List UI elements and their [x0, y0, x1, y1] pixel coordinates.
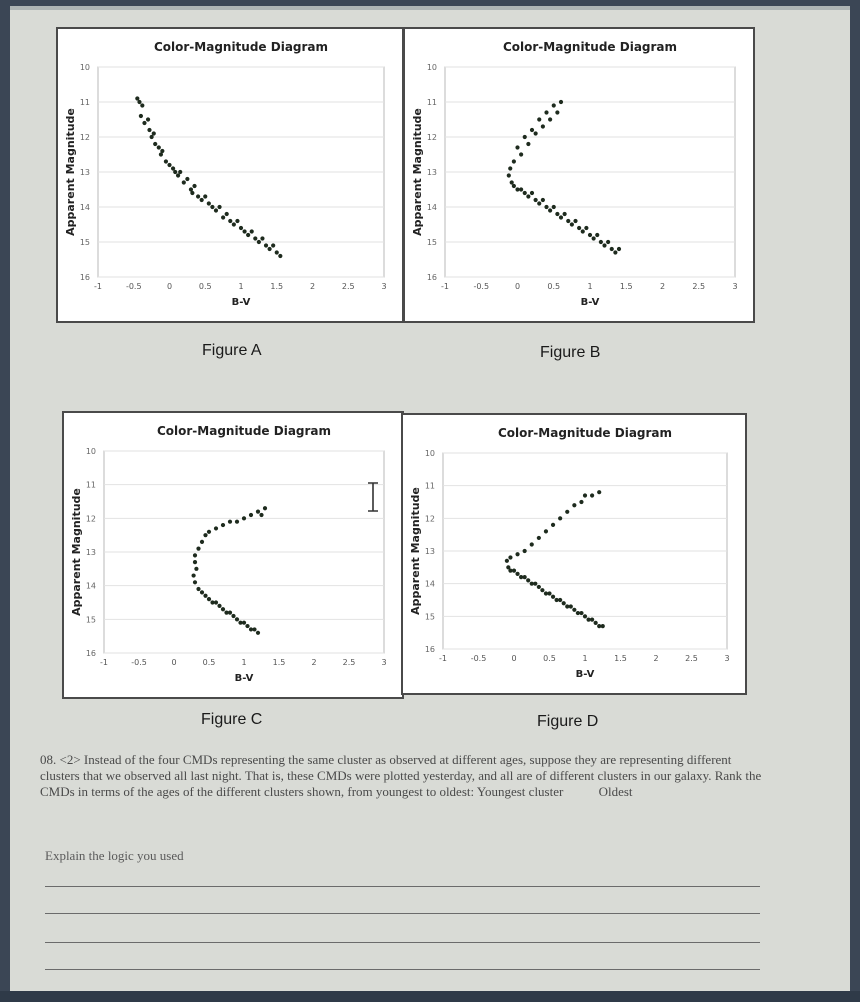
data-point	[176, 173, 180, 177]
data-point	[242, 229, 246, 233]
data-point	[135, 96, 139, 100]
x-tick-label: 1.5	[272, 658, 286, 667]
data-point	[540, 588, 544, 592]
y-tick-label: 12	[79, 133, 90, 142]
data-point	[547, 591, 551, 595]
y-tick-label: 16	[79, 273, 90, 282]
x-axis-label: B-V	[580, 297, 600, 308]
y-tick-label: 15	[424, 612, 435, 622]
screen-bottom-edge	[0, 991, 860, 1002]
x-tick-label: 0.5	[198, 282, 212, 291]
data-point	[214, 208, 218, 212]
data-point	[512, 569, 516, 573]
data-point	[235, 219, 239, 223]
x-tick-label: 2	[653, 654, 659, 663]
data-point	[526, 194, 530, 198]
data-point	[214, 600, 218, 604]
data-point	[559, 215, 563, 219]
data-point	[526, 142, 530, 146]
data-point	[579, 500, 583, 504]
data-point	[602, 243, 606, 247]
data-point	[530, 542, 534, 546]
y-axis-label: Apparent Magnitude	[64, 108, 77, 236]
y-tick-label: 15	[85, 615, 96, 625]
oldest-label: Oldest	[598, 784, 633, 799]
data-point	[508, 166, 512, 170]
y-tick-label: 16	[424, 645, 435, 654]
data-point	[250, 229, 254, 233]
data-point	[572, 503, 576, 507]
answer-line-2[interactable]	[45, 913, 760, 914]
figure-a-chart	[58, 29, 402, 321]
y-tick-label: 11	[424, 481, 435, 491]
data-point	[548, 117, 552, 121]
y-tick-label: 12	[424, 514, 435, 524]
data-point	[257, 240, 261, 244]
data-point	[559, 100, 563, 104]
x-tick-label: -0.5	[473, 282, 490, 291]
data-point	[200, 198, 204, 202]
data-point	[245, 624, 249, 628]
data-point	[512, 184, 516, 188]
data-point	[207, 530, 211, 534]
data-point	[139, 114, 143, 118]
x-tick-label: -0.5	[131, 658, 147, 667]
data-point	[228, 219, 232, 223]
data-point	[610, 247, 614, 251]
data-point	[507, 173, 511, 177]
data-point	[597, 490, 601, 494]
y-tick-label: 11	[79, 98, 90, 107]
data-point	[599, 240, 603, 244]
answer-line-1[interactable]	[45, 886, 760, 887]
data-point	[552, 103, 556, 107]
data-point	[555, 212, 559, 216]
chart-title: Color-Magnitude Diagram	[502, 40, 678, 54]
data-point	[249, 513, 253, 517]
data-point	[192, 184, 196, 188]
x-tick-label: -0.5	[125, 282, 142, 291]
data-point	[544, 205, 548, 209]
data-point	[584, 226, 588, 230]
figure-c-panel	[62, 411, 404, 699]
data-point	[519, 152, 523, 156]
data-point	[152, 131, 156, 135]
data-point	[594, 621, 598, 625]
data-point	[171, 166, 175, 170]
data-point	[275, 250, 279, 254]
x-tick-label: 1.5	[614, 654, 627, 663]
data-point	[617, 247, 621, 251]
x-tick-label: 3	[381, 282, 387, 291]
text-cursor-icon	[366, 482, 380, 512]
data-point	[562, 601, 566, 605]
data-point	[573, 219, 577, 223]
data-point	[523, 575, 527, 579]
data-point	[577, 226, 581, 230]
data-point	[526, 578, 530, 582]
data-point	[232, 222, 236, 226]
y-tick-label: 16	[426, 273, 437, 282]
data-point	[515, 187, 519, 191]
x-tick-label: -1	[439, 654, 447, 663]
figure-c-chart	[64, 413, 402, 697]
data-point	[606, 240, 610, 244]
x-tick-label: 0	[166, 282, 173, 291]
x-tick-label: 0	[511, 654, 517, 663]
data-point	[534, 198, 538, 202]
data-point	[590, 618, 594, 622]
data-point	[193, 580, 197, 584]
data-point	[231, 614, 235, 618]
x-tick-label: 1	[582, 654, 588, 663]
y-axis-label: Apparent Magnitude	[70, 488, 83, 616]
data-point	[505, 559, 509, 563]
x-tick-label: 3	[724, 654, 730, 663]
x-tick-label: 2	[309, 282, 316, 291]
data-point	[210, 205, 214, 209]
x-tick-label: -1	[441, 282, 449, 291]
y-tick-label: 10	[426, 63, 437, 72]
data-point	[217, 205, 221, 209]
data-point	[221, 523, 225, 527]
x-tick-label: 0.5	[543, 654, 556, 663]
y-tick-label: 13	[85, 548, 96, 557]
data-point	[268, 247, 272, 251]
y-tick-label: 13	[79, 168, 90, 177]
y-tick-label: 14	[424, 579, 435, 589]
y-tick-label: 13	[426, 168, 437, 177]
data-point	[548, 208, 552, 212]
figure-b-chart	[405, 29, 753, 321]
data-point	[167, 163, 171, 167]
data-point	[537, 536, 541, 540]
youngest-label: Youngest cluster	[476, 784, 564, 799]
data-point	[221, 215, 225, 219]
y-tick-label: 10	[424, 449, 435, 458]
data-point	[252, 627, 256, 631]
figure-d-caption: Figure D	[537, 713, 599, 730]
data-point	[239, 226, 243, 230]
data-point	[182, 180, 186, 184]
data-point	[537, 585, 541, 589]
answer-line-3[interactable]	[45, 942, 760, 943]
data-point	[228, 520, 232, 524]
x-tick-label: 2.5	[692, 282, 706, 291]
data-point	[555, 110, 559, 114]
data-point	[200, 590, 204, 594]
data-point	[541, 124, 545, 128]
data-point	[278, 254, 282, 258]
question-block	[40, 752, 770, 800]
x-tick-label: 1.5	[270, 282, 284, 291]
y-tick-label: 12	[426, 133, 437, 142]
x-tick-label: 1.5	[619, 282, 633, 291]
data-point	[523, 135, 527, 139]
data-point	[515, 145, 519, 149]
y-tick-label: 10	[85, 447, 96, 456]
x-tick-label: 2.5	[342, 658, 356, 667]
data-point	[579, 611, 583, 615]
x-tick-label: 1	[241, 658, 247, 667]
data-point	[235, 520, 239, 524]
y-tick-label: 11	[85, 480, 96, 490]
data-point	[193, 553, 197, 557]
y-axis-label: Apparent Magnitude	[409, 487, 422, 615]
x-tick-label: 3	[732, 282, 738, 291]
x-tick-label: 3	[381, 658, 387, 667]
data-point	[508, 555, 512, 559]
data-point	[590, 493, 594, 497]
data-point	[150, 135, 154, 139]
chart-title: Color-Magnitude Diagram	[156, 424, 332, 438]
data-point	[544, 529, 548, 533]
x-tick-label: 2.5	[685, 654, 698, 663]
data-point	[196, 587, 200, 591]
data-point	[569, 604, 573, 608]
chart-title: Color-Magnitude Diagram	[153, 40, 329, 54]
data-point	[140, 103, 144, 107]
data-point	[541, 198, 545, 202]
y-tick-label: 15	[426, 238, 437, 247]
data-point	[142, 121, 146, 125]
data-point	[207, 201, 211, 205]
data-point	[530, 128, 534, 132]
data-point	[242, 516, 246, 520]
x-tick-label: 2	[311, 658, 317, 667]
data-point	[537, 201, 541, 205]
x-tick-label: 1	[238, 282, 244, 291]
data-point	[221, 607, 225, 611]
data-point	[551, 595, 555, 599]
data-point	[572, 608, 576, 612]
x-tick-label: 1	[587, 282, 593, 291]
y-tick-label: 13	[424, 547, 435, 556]
explain-prompt: Explain the logic you used	[45, 848, 184, 863]
data-point	[196, 547, 200, 551]
data-point	[510, 180, 514, 184]
y-tick-label: 14	[85, 581, 96, 591]
data-point	[193, 560, 197, 564]
data-point	[228, 611, 232, 615]
figure-a-caption: Figure A	[202, 342, 262, 359]
data-point	[246, 233, 250, 237]
data-point	[263, 506, 267, 510]
data-point	[515, 552, 519, 556]
data-point	[147, 128, 151, 132]
data-point	[153, 142, 157, 146]
x-tick-label: 0.5	[202, 658, 216, 667]
data-point	[534, 131, 538, 135]
figure-d-chart	[403, 415, 745, 693]
data-point	[581, 229, 585, 233]
data-point	[601, 624, 605, 628]
data-point	[558, 598, 562, 602]
data-point	[173, 170, 177, 174]
data-point	[225, 212, 229, 216]
data-point	[592, 236, 596, 240]
x-tick-label: 2.5	[341, 282, 355, 291]
figure-c-caption: Figure C	[201, 711, 263, 728]
x-axis-label: B-V	[575, 669, 595, 680]
data-point	[530, 191, 534, 195]
data-point	[200, 540, 204, 544]
y-tick-label: 16	[85, 649, 96, 658]
figure-d-panel	[401, 413, 747, 695]
x-tick-label: -1	[94, 282, 102, 291]
question-points: <2>	[59, 752, 81, 767]
data-point	[207, 597, 211, 601]
data-point	[256, 631, 260, 635]
data-point	[583, 614, 587, 618]
x-tick-label: 2	[659, 282, 666, 291]
data-point	[194, 567, 198, 571]
y-tick-label: 10	[79, 63, 90, 72]
data-point	[178, 170, 182, 174]
data-point	[583, 493, 587, 497]
data-point	[515, 572, 519, 576]
data-point	[570, 222, 574, 226]
figure-a-panel	[56, 27, 404, 323]
data-point	[512, 159, 516, 163]
data-point	[563, 212, 567, 216]
x-tick-label: 0	[171, 658, 177, 667]
data-point	[566, 219, 570, 223]
data-point	[253, 236, 257, 240]
figure-b-caption: Figure B	[540, 344, 601, 361]
data-point	[256, 510, 260, 514]
data-point	[588, 233, 592, 237]
data-point	[565, 510, 569, 514]
y-tick-label: 11	[426, 98, 437, 107]
question-number: 08.	[40, 752, 57, 767]
data-point	[235, 617, 239, 621]
data-point	[217, 604, 221, 608]
x-tick-label: 0	[514, 282, 521, 291]
y-tick-label: 14	[426, 203, 437, 212]
data-point	[160, 149, 164, 153]
data-point	[523, 549, 527, 553]
data-point	[544, 110, 548, 114]
question-text: Instead of the four CMDs representing the same cluster as observed at different ages, suppose they are representing different clusters that we observed all last night. That is, these CMDs were plotted yesterday, and all are of different clusters in our galaxy. Rank the CMDs in terms of the ages of the different clusters shown, from youngest to oldest:	[40, 752, 762, 799]
data-point	[146, 117, 150, 121]
data-point	[551, 523, 555, 527]
data-point	[242, 621, 246, 625]
data-point	[519, 187, 523, 191]
data-point	[190, 191, 194, 195]
y-axis-label: Apparent Magnitude	[411, 108, 424, 236]
data-point	[192, 573, 196, 577]
y-tick-label: 14	[79, 203, 90, 212]
data-point	[271, 243, 275, 247]
y-tick-label: 12	[85, 514, 96, 524]
page-top-edge	[10, 6, 850, 10]
answer-line-4[interactable]	[45, 969, 760, 970]
data-point	[214, 526, 218, 530]
x-tick-label: -0.5	[470, 654, 487, 663]
data-point	[260, 236, 264, 240]
data-point	[203, 194, 207, 198]
data-point	[203, 594, 207, 598]
data-point	[157, 145, 161, 149]
x-axis-label: B-V	[234, 673, 254, 684]
y-tick-label: 15	[79, 238, 90, 247]
data-point	[523, 191, 527, 195]
data-point	[203, 533, 207, 537]
x-tick-label: -1	[100, 658, 108, 667]
data-point	[533, 582, 537, 586]
figure-b-panel	[403, 27, 755, 323]
data-point	[558, 516, 562, 520]
x-tick-label: 0.5	[547, 282, 561, 291]
data-point	[537, 117, 541, 121]
data-point	[552, 205, 556, 209]
data-point	[196, 194, 200, 198]
x-axis-label: B-V	[231, 297, 251, 308]
data-point	[164, 159, 168, 163]
data-point	[264, 243, 268, 247]
data-point	[259, 513, 263, 517]
chart-title: Color-Magnitude Diagram	[497, 426, 673, 440]
data-point	[137, 100, 141, 104]
data-point	[185, 177, 189, 181]
data-point	[595, 233, 599, 237]
data-point	[613, 250, 617, 254]
